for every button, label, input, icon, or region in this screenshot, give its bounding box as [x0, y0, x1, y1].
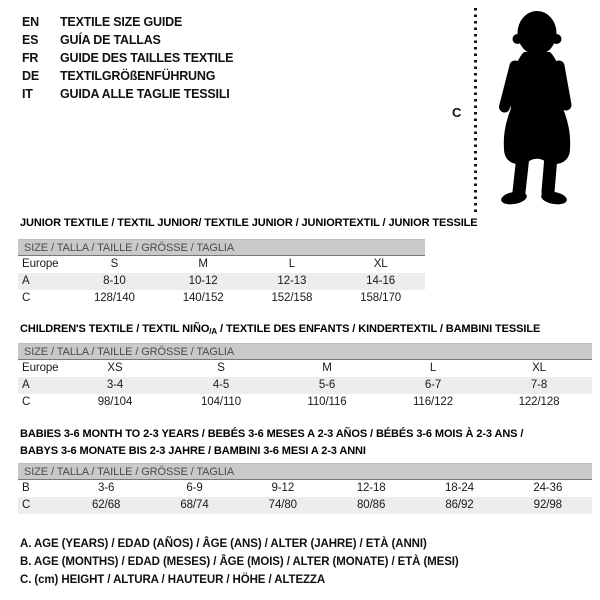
size-header-bar: SIZE / TALLA / TAILLE / GRÖSSE / TAGLIA	[18, 239, 425, 256]
row-label: Europe	[22, 362, 59, 374]
value-cell: 128/140	[93, 292, 135, 304]
language-code: DE	[22, 69, 39, 83]
value-cell: 116/122	[412, 396, 454, 408]
value-cell: 68/74	[180, 499, 209, 511]
note-a-age-years: A. AGE (YEARS) / EDAD (AÑOS) / ÂGE (ANS) / ALTER (JAHRE) / ETÀ (ANNI)	[20, 538, 427, 550]
language-row-en	[22, 13, 233, 31]
value-cell: 74/80	[268, 499, 297, 511]
babies-section-title	[20, 426, 550, 460]
children-title-pre: CHILDREN'S TEXTILE / TEXTIL NIÑO	[20, 323, 210, 335]
value-cell: 8-10	[103, 275, 126, 287]
table-row-europe	[18, 360, 592, 377]
children-title-post: / TEXTILE DES ENFANTS / KINDERTEXTIL / BAMBINI TESSILE	[217, 323, 541, 335]
language-row-es	[22, 31, 233, 49]
value-cell: 7-8	[530, 379, 548, 391]
value-cell: 6-9	[186, 482, 203, 494]
table-row-age-months	[18, 480, 592, 497]
value-cell: 80/86	[357, 499, 386, 511]
language-title: GUIDA ALLE TAGLIE TESSILI	[60, 87, 230, 101]
value-cell: 98/104	[97, 396, 133, 408]
row-label: A	[22, 275, 30, 287]
table-row-height	[18, 394, 592, 411]
language-legend	[22, 13, 233, 103]
language-title: TEXTILE SIZE GUIDE	[60, 15, 183, 29]
language-code: IT	[22, 87, 33, 101]
language-row-fr	[22, 49, 233, 67]
language-title: GUÍA DE TALLAS	[60, 33, 161, 47]
value-cell: 122/128	[518, 396, 560, 408]
legend-notes	[20, 535, 459, 589]
size-cell: XL	[373, 258, 388, 270]
value-cell: 86/92	[445, 499, 474, 511]
language-code: FR	[22, 51, 39, 65]
row-label: Europe	[22, 258, 59, 270]
value-cell: 140/152	[182, 292, 224, 304]
value-cell: 104/110	[200, 396, 242, 408]
value-cell: 92/98	[533, 499, 562, 511]
value-cell: 110/116	[307, 396, 347, 408]
row-label: A	[22, 379, 30, 391]
size-cell: XL	[532, 362, 546, 374]
size-cell: S	[110, 258, 119, 270]
children-section-title	[20, 321, 540, 340]
row-label: C	[22, 396, 31, 408]
value-cell: 9-12	[271, 482, 295, 494]
value-cell: 12-13	[277, 275, 307, 287]
baby-silhouette-icon	[484, 6, 589, 211]
language-title: TEXTILGRÖßENFÜHRUNG	[60, 69, 216, 83]
height-measure-dotted-line	[474, 8, 477, 212]
table-row-age	[18, 273, 425, 290]
children-size-table	[18, 343, 592, 411]
note-c-height-cm: C. (cm) HEIGHT / ALTURA / HAUTEUR / HÖHE / ALTEZZA	[20, 574, 326, 586]
size-cell: S	[217, 362, 225, 374]
language-row-it	[22, 85, 233, 103]
size-cell: M	[198, 258, 208, 270]
language-row-de	[22, 67, 233, 85]
junior-size-table	[18, 239, 425, 307]
value-cell: 14-16	[366, 275, 396, 287]
value-cell: 12-18	[356, 482, 386, 494]
size-cell: M	[322, 362, 332, 374]
value-cell: 62/68	[92, 499, 121, 511]
value-cell: 24-36	[533, 482, 563, 494]
value-cell: 4-5	[212, 379, 230, 391]
size-cell: L	[288, 258, 296, 270]
size-cell: L	[429, 362, 437, 374]
table-row-age	[18, 377, 592, 394]
babies-size-table	[18, 463, 592, 514]
language-code: EN	[22, 15, 39, 29]
table-row-europe	[18, 256, 425, 273]
value-cell: 5-6	[318, 379, 336, 391]
value-cell: 158/170	[360, 292, 402, 304]
measure-label-c: C	[452, 105, 462, 120]
note-b-age-months: B. AGE (MONTHS) / EDAD (MESES) / ÂGE (MOIS) / ALTER (MONATE) / ETÀ (MESI)	[20, 556, 459, 568]
babies-title-line2: BABYS 3-6 MONATE BIS 2-3 JAHRE / BAMBINI 3-6 MESI A 2-3 ANNI	[20, 445, 366, 457]
row-label: B	[22, 482, 30, 494]
size-header-bar: SIZE / TALLA / TAILLE / GRÖSSE / TAGLIA	[18, 343, 592, 360]
value-cell: 10-12	[188, 275, 218, 287]
value-cell: 3-6	[98, 482, 115, 494]
row-label: C	[22, 499, 31, 511]
value-cell: 152/158	[271, 292, 313, 304]
size-cell: XS	[107, 362, 123, 374]
babies-title-line1: BABIES 3-6 MONTH TO 2-3 YEARS / BEBÉS 3-6 MESES A 2-3 AÑOS / BÉBÉS 3-6 MOIS À 2-3 ANS /	[20, 428, 524, 440]
children-title-subscript: /A	[209, 327, 218, 336]
table-row-height	[18, 290, 425, 307]
table-row-height	[18, 497, 592, 514]
size-header-bar: SIZE / TALLA / TAILLE / GRÖSSE / TAGLIA	[18, 463, 592, 480]
value-cell: 3-4	[106, 379, 124, 391]
value-cell: 18-24	[445, 482, 474, 494]
junior-section-title: JUNIOR TEXTILE / TEXTIL JUNIOR/ TEXTILE JUNIOR / JUNIORTEXTIL / JUNIOR TESSILE	[20, 217, 478, 229]
value-cell: 6-7	[424, 379, 442, 391]
row-label: C	[22, 292, 31, 304]
language-title: GUIDE DES TAILLES TEXTILE	[60, 51, 234, 65]
language-code: ES	[22, 33, 39, 47]
